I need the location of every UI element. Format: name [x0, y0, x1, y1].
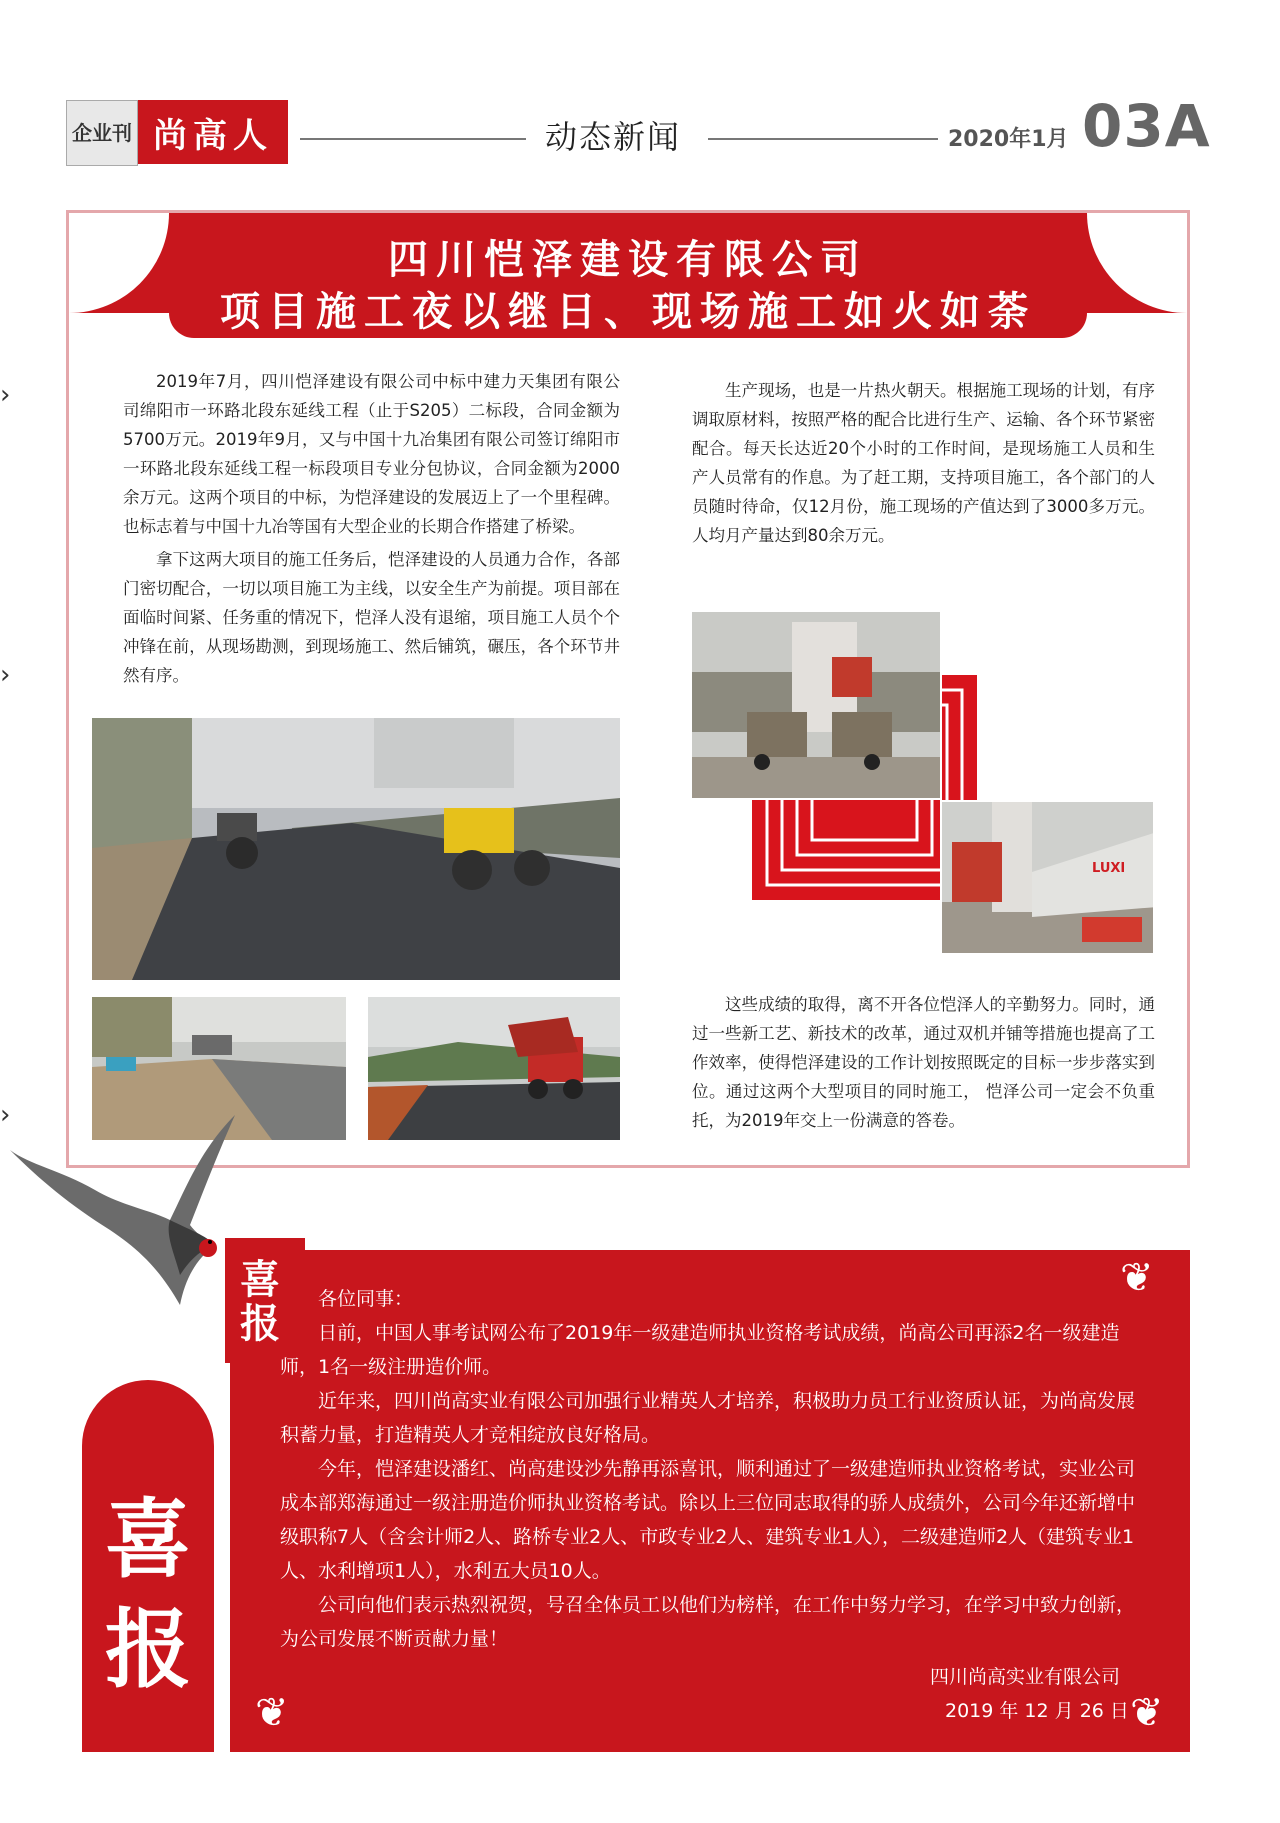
announcement-paragraph: 公司向他们表示热烈祝贺，号召全体员工以他们为榜样，在工作中努力学习，在学习中致力创新，为公司发展不断贡献力量！ — [280, 1594, 1136, 1650]
announcement-side-line-1: 喜 — [105, 1489, 191, 1590]
announcement-paragraph: 今年，恺泽建设潘红、尚高建设沙先静再添喜讯，顺利通过了一级建造师执业资格考试，实业公司成本部郑海通过一级注册造价师执业资格考试。除以上三位同志取得的骄人成绩外，公司今年还新增中级职称7人（含会计师2人、路桥专业2人、市政专业2人、建筑专业1人），二级建造师2人（建筑专业1人、水利增项1人），水利五大员10人。 — [280, 1458, 1136, 1582]
article-paragraph: 拿下这两大项目的施工任务后，恺泽建设的人员通力合作，各部门密切配合，一切以项目施工为主线，以安全生产为前提。项目部在面临时间紧、任务重的情况下，恺泽人没有退缩，项目施工人员个个冲锋在前，从现场勘测，到现场施工、然后铺筑，碾压，各个环节井然有序。 — [123, 550, 620, 685]
edge-mark: › — [0, 380, 11, 410]
section-title: 动态新闻 — [545, 118, 682, 156]
asphalt-plant-photo-2 — [940, 800, 1155, 955]
article-paragraph: 生产现场，也是一片热火朝天。根据施工现场的计划，有序调取原材料，按照严格的配合比进行生产、运输、各个环节紧密配合。每天长达近20个小时的工作时间，是现场施工人员和生产人员常有的作息。为了赶工期，支持项目施工，各个部门的人员随时待命，仅12月份，施工现场的产值达到了3000多万元。人均月产量达到80余万元。 — [692, 381, 1155, 545]
edge-mark: › — [0, 1100, 11, 1130]
magazine-logo-small: 企业刊 — [66, 100, 138, 166]
issue-date: 2020年1月 — [948, 127, 1069, 152]
swallow-illustration — [0, 1110, 250, 1310]
announcement-side-line-2: 报 — [105, 1599, 191, 1700]
article-paragraph: 这些成绩的取得，离不开各位恺泽人的辛勤努力。同时，通过一些新工艺、新技术的改革，通过双机并铺等措施也提高了工作效率，使得恺泽建设的工作计划按照既定的目标一步步落实到位。通过这两个大型项目的同时施工， 恺泽公司一定会不负重托，为2019年交上一份满意的答卷。 — [692, 995, 1155, 1130]
signature-organization: 四川尚高实业有限公司 — [930, 1666, 1121, 1688]
headline-line-1: 四川恺泽建设有限公司 — [388, 237, 868, 283]
ornament-bottom-left-icon: ❦ — [255, 1690, 289, 1736]
header-rule-right — [708, 138, 938, 140]
article-paragraph: 2019年7月，四川恺泽建设有限公司中标中建力天集团有限公司绵阳市一环路北段东延线工程（止于S205）二标段，合同金额为5700万元。2019年9月，又与中国十九冶集团有限公司签订绵阳市一环路北段东延线工程一标段项目专业分包协议，合同金额为2000余万元。这两个项目的中标，为恺泽建设的发展迈上了一个里程碑。也标志着与中国十九冶等国有大型企业的长期合作搭建了桥梁。 — [123, 372, 620, 536]
announcement-tag-line-2: 报 — [240, 1300, 280, 1347]
header-rule-left — [300, 138, 526, 140]
ornament-bottom-right-icon: ❦ — [1130, 1690, 1164, 1736]
announcement-greeting: 各位同事： — [318, 1288, 414, 1310]
plant-sign: LUXI — [1092, 861, 1126, 876]
signature-date: 2019 年 12 月 26 日 — [945, 1700, 1129, 1722]
ornament-top-right-icon: ❦ — [1120, 1255, 1154, 1301]
headline-line-2: 项目施工夜以继日、现场施工如火如荼 — [220, 289, 1036, 335]
announcement-paragraph: 近年来，四川尚高实业有限公司加强行业精英人才培养，积极助力员工行业资质认证，为尚高发展积蓄力量，打造精英人才竞相绽放良好格局。 — [280, 1390, 1136, 1446]
magazine-logo-name: 尚高人 — [138, 100, 288, 164]
announcement-paragraph: 日前，中国人事考试网公布了2019年一级建造师执业资格考试成绩，尚高公司再添2名一级建造师，1名一级注册造价师。 — [280, 1322, 1120, 1378]
dump-truck-photo — [368, 997, 620, 1140]
road-rolling-photo — [92, 718, 620, 980]
asphalt-plant-photo-1 — [690, 610, 942, 800]
edge-mark: › — [0, 660, 11, 690]
page-number: 03A — [1082, 92, 1211, 160]
announcement-tag-line-1: 喜 — [240, 1256, 280, 1303]
